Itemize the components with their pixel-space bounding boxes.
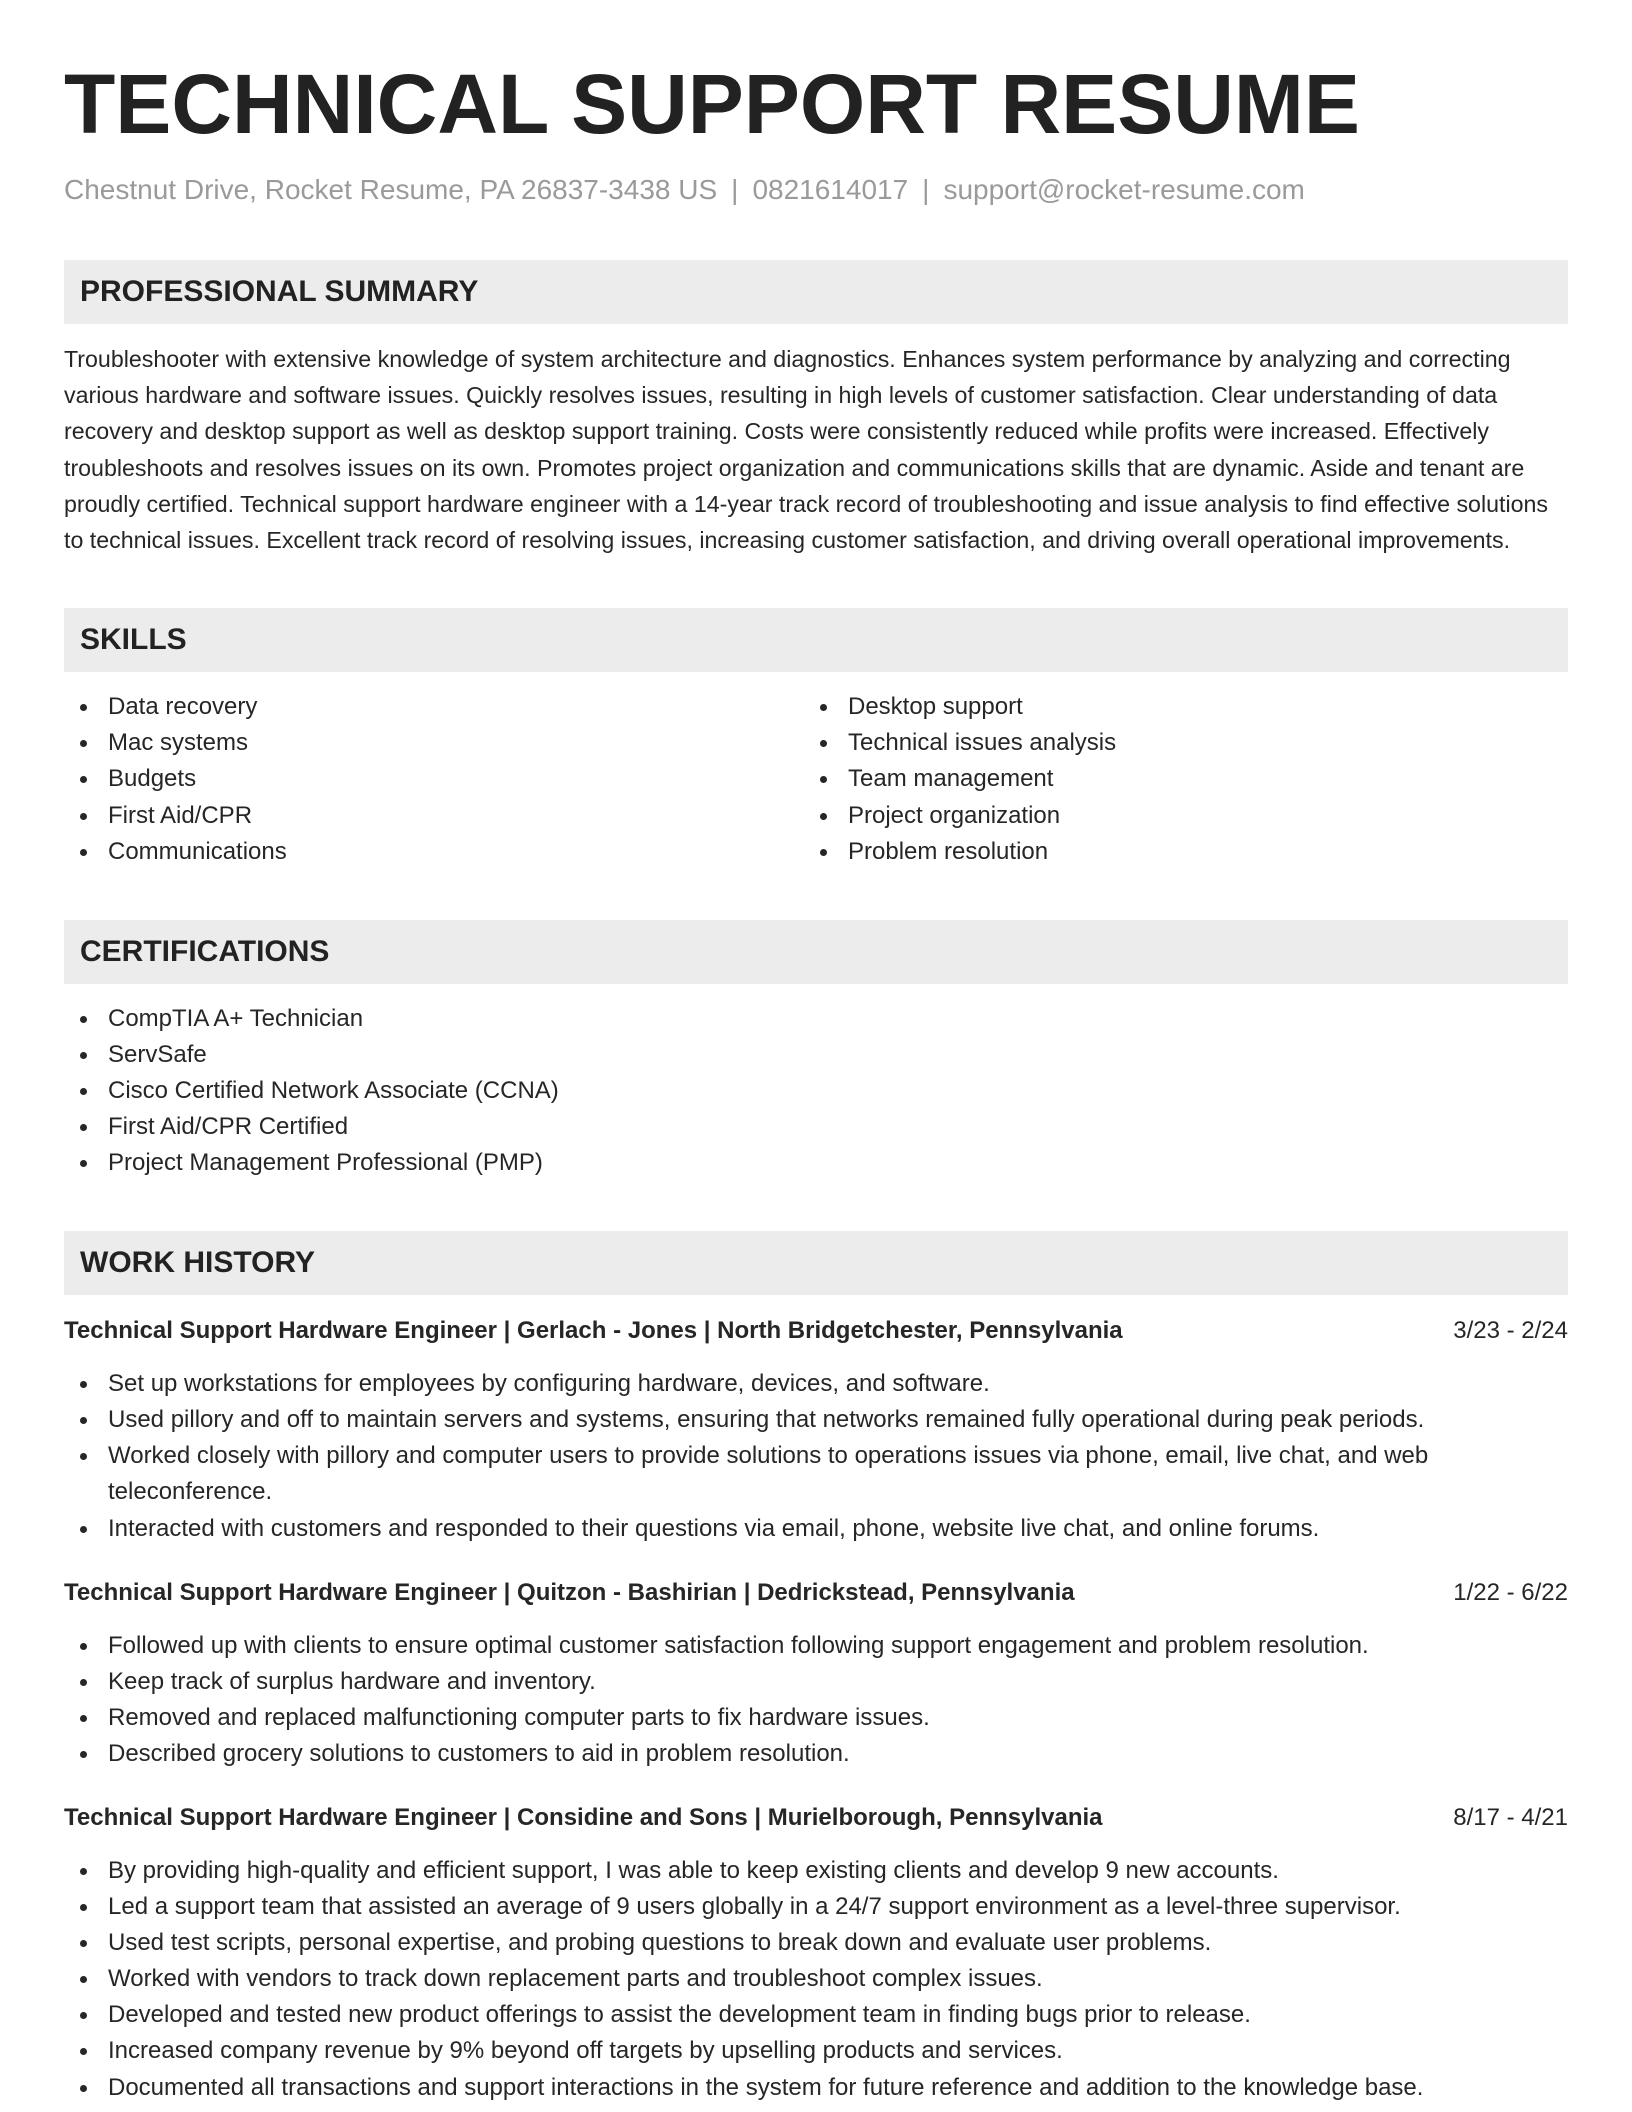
job-bullet: Increased company revenue by 9% beyond off targets by upselling products and services. [64,2033,1568,2069]
section-header-summary: PROFESSIONAL SUMMARY [64,260,1568,324]
certification-item: CompTIA A+ Technician [64,1001,1568,1037]
certification-item: Cisco Certified Network Associate (CCNA) [64,1073,1568,1109]
section-header-certifications: CERTIFICATIONS [64,920,1568,984]
contact-separator: | [922,174,930,205]
job-bullet: Led a support team that assisted an average of 9 users globally in a 24/7 support environment as a level-three supervisor. [64,1889,1568,1925]
job-bullet: Described grocery solutions to customers to aid in problem resolution. [64,1736,1568,1772]
resume-title: TECHNICAL SUPPORT RESUME [64,57,1360,151]
job-dates: 1/22 - 6/22 [1453,1578,1568,1606]
job-bullet: Used pillory and off to maintain servers and systems, ensuring that networks remained fully operational during peak periods. [64,1402,1568,1438]
skill-item: Problem resolution [804,834,1544,870]
skill-item: Technical issues analysis [804,725,1544,761]
contact-address: Chestnut Drive, Rocket Resume, PA 26837-3438 US [64,174,718,205]
job-title: Technical Support Hardware Engineer | Gerlach - Jones | North Bridgetchester, Pennsylvania [64,1317,1123,1345]
section-header-skills: SKILLS [64,608,1568,672]
summary-text: Troubleshooter with extensive knowledge of system architecture and diagnostics. Enhances system performance by analyzing and correcting various hardware and software issues. Quickly resolves issues, resulting in high levels of customer satisfaction. Clear understanding of data recovery and desktop support as well as desktop support training. Costs were consistently reduced while profits were increased. Effectively troubleshoots and resolves issues on its own. Promotes project organization and communications skills that are dynamic. Aside and tenant are proudly certified. Technical support hardware engineer with a 14-year track record of troubleshooting and issue analysis to find effective solutions to technical issues. Excellent track record of resolving issues, increasing customer satisfaction, and driving overall operational improvements. [64,346,1548,554]
job-bullet: Followed up with clients to ensure optimal customer satisfaction following support engagement and problem resolution. [64,1628,1568,1664]
skill-item: Communications [64,834,804,870]
contact-phone: 0821614017 [752,174,909,205]
job-bullet: Keep track of surplus hardware and inventory. [64,1664,1568,1700]
skill-item: Mac systems [64,725,804,761]
job-title: Technical Support Hardware Engineer | Considine and Sons | Murielborough, Pennsylvania [64,1804,1103,1831]
job-bullet: Worked closely with pillory and computer users to provide solutions to operations issues via phone, email, live chat, and web teleconference. [64,1438,1568,1510]
certifications-list [64,1001,1568,1181]
job-entry [64,1313,1568,1546]
job-bullet: Interacted with customers and responded to their questions via email, phone, website live chat, and online forums. [64,1511,1568,1547]
job-title: Technical Support Hardware Engineer | Quitzon - Bashirian | Dedrickstead, Pennsylvania [64,1578,1075,1606]
contact-email: support@rocket-resume.com [943,174,1305,205]
skill-item: First Aid/CPR [64,798,804,834]
section-header-work-history: WORK HISTORY [64,1231,1568,1295]
skill-item: Data recovery [64,689,804,725]
job-bullet: Worked with vendors to track down replacement parts and troubleshoot complex issues. [64,1961,1568,1997]
skills-list-left [64,689,804,869]
job-dates: 3/23 - 2/24 [1453,1317,1568,1345]
certification-item: First Aid/CPR Certified [64,1109,1568,1145]
skill-item: Team management [804,761,1544,797]
skills-grid [64,689,1568,869]
job-bullets [64,1366,1568,1546]
skill-item: Project organization [804,798,1544,834]
job-header [64,1313,1568,1349]
job-bullet: Developed and tested new product offerings to assist the development team in finding bugs prior to release. [64,1997,1568,2033]
job-bullet: Set up workstations for employees by configuring hardware, devices, and software. [64,1366,1568,1402]
job-bullets [64,1628,1568,1772]
certification-item: Project Management Professional (PMP) [64,1145,1568,1181]
contact-line [64,172,1568,208]
job-bullet: Removed and replaced malfunctioning computer parts to fix hardware issues. [64,1700,1568,1736]
certification-item: ServSafe [64,1037,1568,1073]
job-bullets [64,1853,1568,2106]
job-bullet: By providing high-quality and efficient support, I was able to keep existing clients and develop 9 new accounts. [64,1853,1568,1889]
job-bullet: Documented all transactions and support interactions in the system for future reference and addition to the knowledge base. [64,2070,1568,2106]
job-entry [64,1800,1568,2106]
skills-list-right [804,689,1544,869]
skill-item: Budgets [64,761,804,797]
job-entry [64,1575,1568,1772]
contact-separator: | [731,174,739,205]
job-dates: 8/17 - 4/21 [1453,1804,1568,1831]
job-header [64,1575,1568,1611]
skill-item: Desktop support [804,689,1544,725]
job-bullet: Used test scripts, personal expertise, and probing questions to break down and evaluate user problems. [64,1925,1568,1961]
job-header [64,1800,1568,1836]
